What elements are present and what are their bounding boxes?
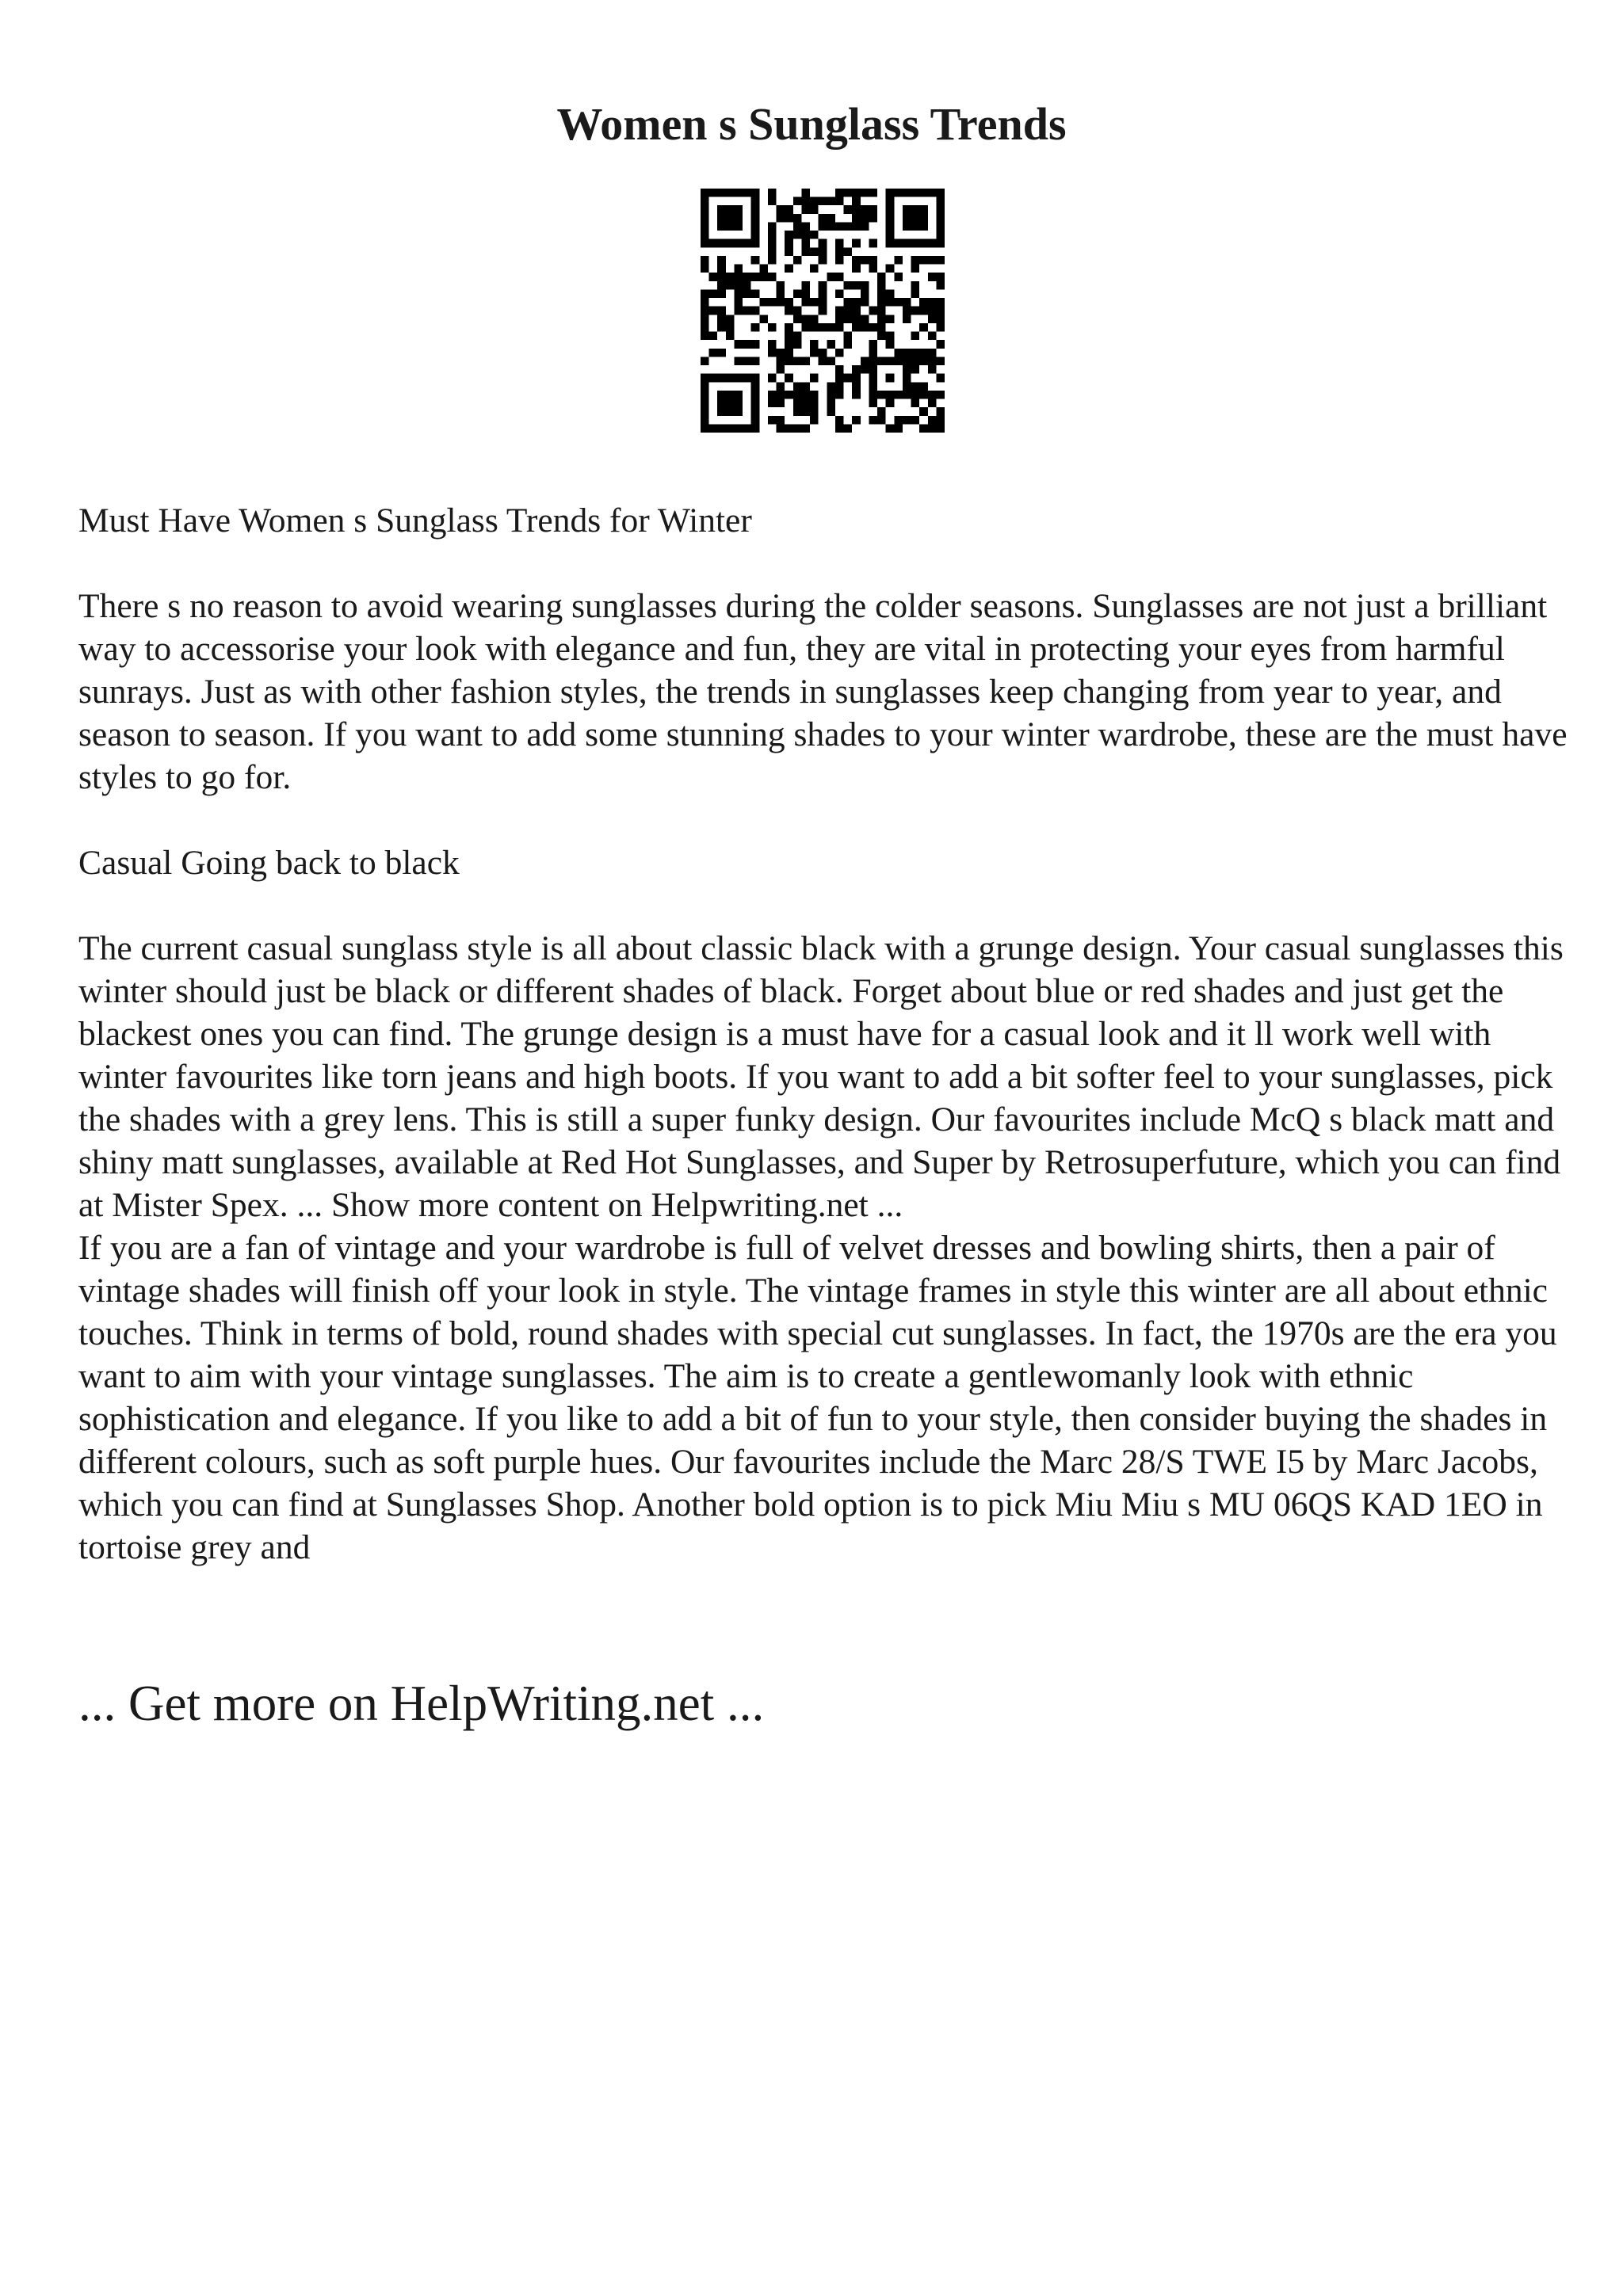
- casual-paragraph: The current casual sunglass style is all about classic black with a grunge design. Your casual sunglasses this winter should just be black or different shades of black. Forget about blue or red shades and just get the blackest ones you can find. The grunge design is a must have for a casual look and it ll work well with winter favourites like torn jeans and high boots. If you want to add a bit softer feel to your sunglasses, pick the shades with a grey lens. This is still a super funky design. Our favourites include McQ s black matt and shiny matt sunglasses, available at Red Hot Sunglasses, and Super by Retrosuperfuture, which you can find at Mister Spex. ... Show more content on Helpwriting.net ...: [78, 929, 1564, 1224]
- document-body: [78, 499, 1568, 1569]
- paragraph-spacer: [78, 884, 1568, 927]
- paragraph-spacer: [78, 799, 1568, 841]
- qr-code-icon: [701, 189, 945, 433]
- vintage-paragraph: If you are a fan of vintage and your wardrobe is full of velvet dresses and bowling shirts, then a pair of vintage shades will finish off your look in style. The vintage frames in style this winter are all about ethnic touches. Think in terms of bold, round shades with special cut sunglasses. In fact, the 1970s are the era you want to aim with your vintage sunglasses. The aim is to create a gentlewomanly look with ethnic sophistication and elegance. If you like to add a bit of fun to your style, then consider buying the shades in different colours, such as soft purple hues. Our favourites include the Marc 28/S TWE I5 by Marc Jacobs, which you can find at Sunglasses Shop. Another bold option is to pick Miu Miu s MU 06QS KAD 1EO in tortoise grey and: [78, 1229, 1557, 1566]
- get-more-link[interactable]: ... Get more on HelpWriting.net ...: [78, 1676, 765, 1731]
- paragraph-spacer: [78, 542, 1568, 585]
- section-heading: Casual Going back to black: [78, 844, 460, 882]
- intro-paragraph: There s no reason to avoid wearing sunglasses during the colder seasons. Sunglasses are not just a brilliant way to accessorise your look with elegance and fun, they are vital in protecting your eyes from harmful sunrays. Just as with other fashion styles, the trends in sunglasses keep changing from year to year, and season to season. If you want to add some stunning shades to your winter wardrobe, these are the must have styles to go for.: [78, 587, 1568, 796]
- document-title: Women s Sunglass Trends: [556, 98, 1067, 150]
- document-subtitle: Must Have Women s Sunglass Trends for Winter: [78, 502, 752, 540]
